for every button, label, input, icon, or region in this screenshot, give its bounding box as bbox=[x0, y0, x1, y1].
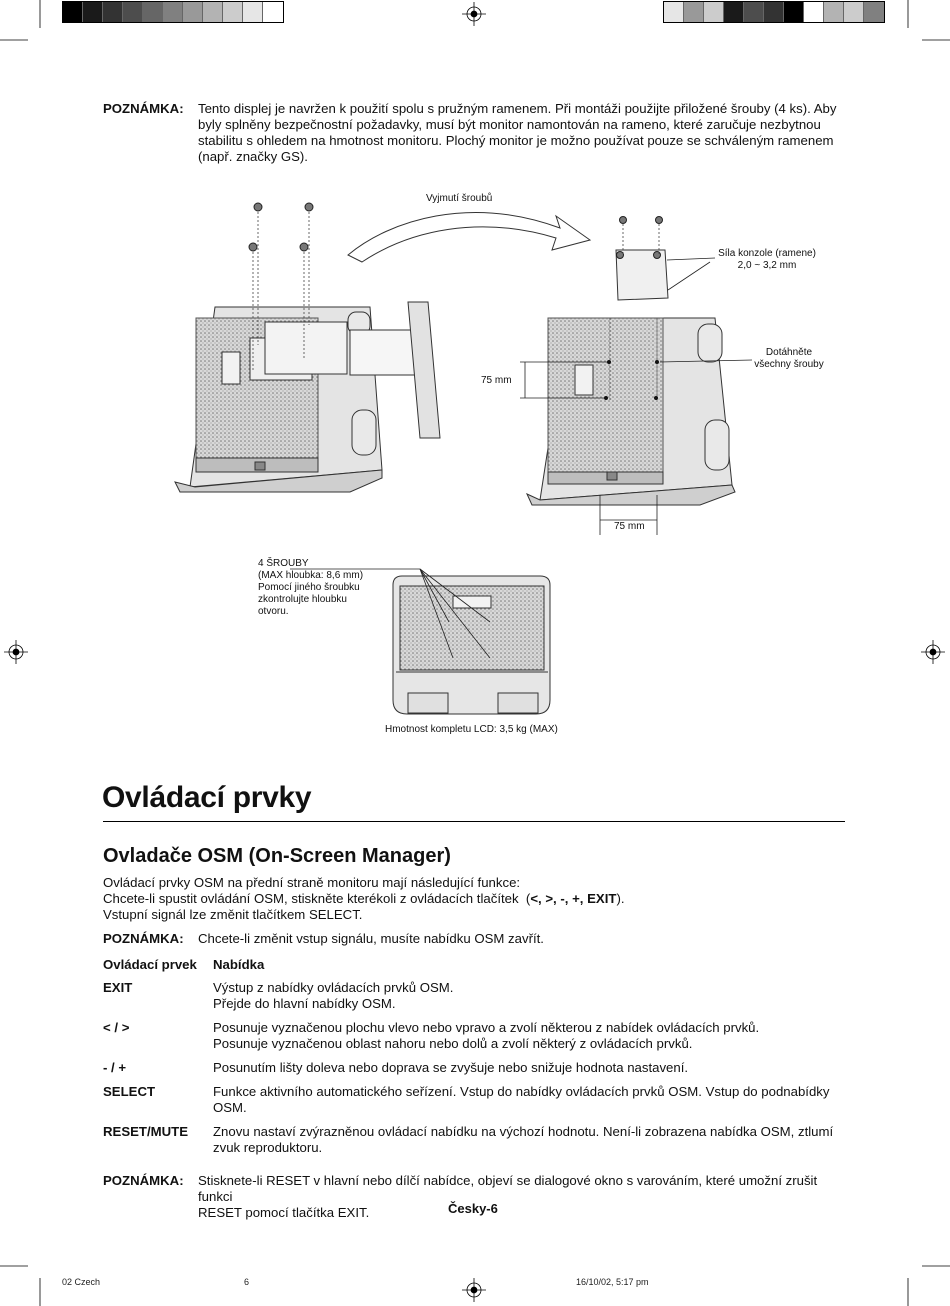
label-tighten bbox=[744, 347, 834, 371]
control-left-right: < / > bbox=[103, 1020, 130, 1035]
note-line: (např. značky GS). bbox=[198, 149, 308, 164]
label-screws-line5: otvoru. bbox=[258, 606, 289, 617]
footer-page: 6 bbox=[244, 1277, 250, 1287]
intro-line2 bbox=[103, 891, 843, 907]
desc-line: Posunuje vyznačenou plochu vlevo nebo vpravo a zvolí některou z nabídek ovládacích prvků. bbox=[213, 1020, 760, 1035]
note-line: Stisknete-li RESET v hlavní nebo dílčí nabídce, objeví se dialogové okno s varováním, které umožní zrušit funkci bbox=[198, 1173, 818, 1204]
section-title: Ovládací prvky bbox=[102, 781, 312, 814]
note-label: POZNÁMKA: bbox=[103, 931, 184, 946]
label-weight: Hmotnost kompletu LCD: 3,5 kg (MAX) bbox=[385, 724, 558, 735]
label-bracket-thickness-line2: 2,0 ~ 3,2 mm bbox=[737, 260, 797, 271]
desc-line: OSM. bbox=[213, 1100, 247, 1115]
label-bracket-thickness-line1: Síla konzole (ramene) bbox=[718, 248, 816, 259]
control-exit-desc bbox=[213, 980, 848, 1012]
note-line: byly splněny bezpečnostní požadavky, musí být monitor namontován na rameno, které zaručuje nezbytnou bbox=[198, 117, 821, 132]
note-text bbox=[198, 101, 848, 165]
page-number-label: Česky-6 bbox=[448, 1201, 498, 1216]
note-line: Tento displej je navržen k použití spolu s pružným ramenem. Při montáži použijte přiložené šrouby (4 ks). Aby bbox=[198, 101, 837, 116]
desc-line: Přejde do hlavní nabídky OSM. bbox=[213, 996, 396, 1011]
desc-line: Posunuje vyznačenou oblast nahoru nebo dolů a zvolí některý z ovládacích prvků. bbox=[213, 1036, 693, 1051]
footer-file: 02 Czech bbox=[62, 1277, 101, 1287]
control-reset-mute: RESET/MUTE bbox=[103, 1124, 188, 1139]
monitor-back bbox=[527, 250, 735, 505]
intro-line2-pre: Chcete-li spustit ovládání OSM, stiskněte kterékoli z ovládacích tlačítek ( bbox=[103, 891, 531, 906]
control-minus-plus: - / + bbox=[103, 1060, 127, 1075]
label-tighten-line1: Dotáhněte bbox=[765, 347, 813, 358]
mounting-diagram bbox=[170, 190, 830, 750]
monitor-screw-check bbox=[393, 576, 550, 714]
intro-line2-post: ). bbox=[616, 891, 625, 906]
control-reset-mute-desc bbox=[213, 1124, 848, 1156]
registration-mark-bottom bbox=[462, 1278, 486, 1302]
note-label: POZNÁMKA: bbox=[103, 1173, 184, 1188]
desc-line: Posunutím lišty doleva nebo doprava se zvyšuje nebo snižuje hodnota nastavení. bbox=[213, 1060, 689, 1075]
intro-line2-buttons: <, >, -, +, EXIT bbox=[530, 891, 617, 906]
registration-mark-left bbox=[4, 640, 28, 664]
note-label: POZNÁMKA: bbox=[103, 101, 184, 116]
label-screws-line4: zkontrolujte hloubku bbox=[258, 594, 347, 605]
label-screw-removal: Vyjmutí šroubů bbox=[426, 193, 493, 204]
control-minus-plus-desc bbox=[213, 1060, 848, 1076]
label-screws-line1: 4 ŠROUBY bbox=[258, 558, 309, 569]
intro-line3: Vstupní signál lze změnit tlačítkem SELECT. bbox=[103, 907, 363, 922]
note-text: Chcete-li změnit vstup signálu, musíte nabídku OSM zavřít. bbox=[198, 931, 544, 946]
intro-line1: Ovládací prvky OSM na přední straně monitoru mají následující funkce: bbox=[103, 875, 521, 890]
intro-text bbox=[103, 875, 843, 923]
control-select-desc bbox=[213, 1084, 848, 1116]
desc-line: Výstup z nabídky ovládacích prvků OSM. bbox=[213, 980, 454, 995]
registration-mark-top bbox=[462, 2, 486, 26]
label-screws-line2: (MAX hloubka: 8,6 mm) bbox=[258, 570, 364, 581]
label-screws-line3: Pomocí jiného šroubku bbox=[258, 582, 360, 593]
desc-line: Funkce aktivního automatického seřízení. Vstup do nabídky ovládacích prvků OSM. Vstup do podnabídky bbox=[213, 1084, 830, 1099]
control-left-right-desc bbox=[213, 1020, 848, 1052]
desc-line: zvuk reproduktoru. bbox=[213, 1140, 323, 1155]
subsection-title: Ovladače OSM (On-Screen Manager) bbox=[103, 845, 451, 867]
label-dim-horizontal: 75 mm bbox=[614, 521, 645, 532]
screws-left bbox=[249, 203, 313, 251]
note-text bbox=[198, 1173, 850, 1221]
label-screws bbox=[258, 558, 363, 618]
note-line: RESET pomocí tlačítka EXIT. bbox=[198, 1205, 370, 1220]
note-line: stabilitu s ohledem na hmotnost monitoru. Plochý monitor je možno používat pouze se schváleným ramenem bbox=[198, 133, 834, 148]
section-rule bbox=[103, 821, 845, 822]
control-select: SELECT bbox=[103, 1084, 156, 1099]
desc-line: Znovu nastaví zvýrazněnou ovládací nabídku na výchozí hodnotu. Není-li zobrazena nabídka OSM, ztlumí bbox=[213, 1124, 834, 1139]
footer-timestamp: 16/10/02, 5:17 pm bbox=[576, 1277, 649, 1287]
table-header-menu: Nabídka bbox=[213, 957, 265, 972]
registration-mark-right bbox=[921, 640, 945, 664]
label-bracket-thickness bbox=[707, 248, 827, 272]
removal-arrow bbox=[348, 213, 590, 262]
label-tighten-line2: všechny šrouby bbox=[754, 359, 824, 370]
label-dim-vertical: 75 mm bbox=[481, 375, 512, 386]
control-exit: EXIT bbox=[103, 980, 133, 995]
table-header-control: Ovládací prvek bbox=[103, 957, 197, 972]
monitor-with-stand bbox=[175, 302, 440, 492]
